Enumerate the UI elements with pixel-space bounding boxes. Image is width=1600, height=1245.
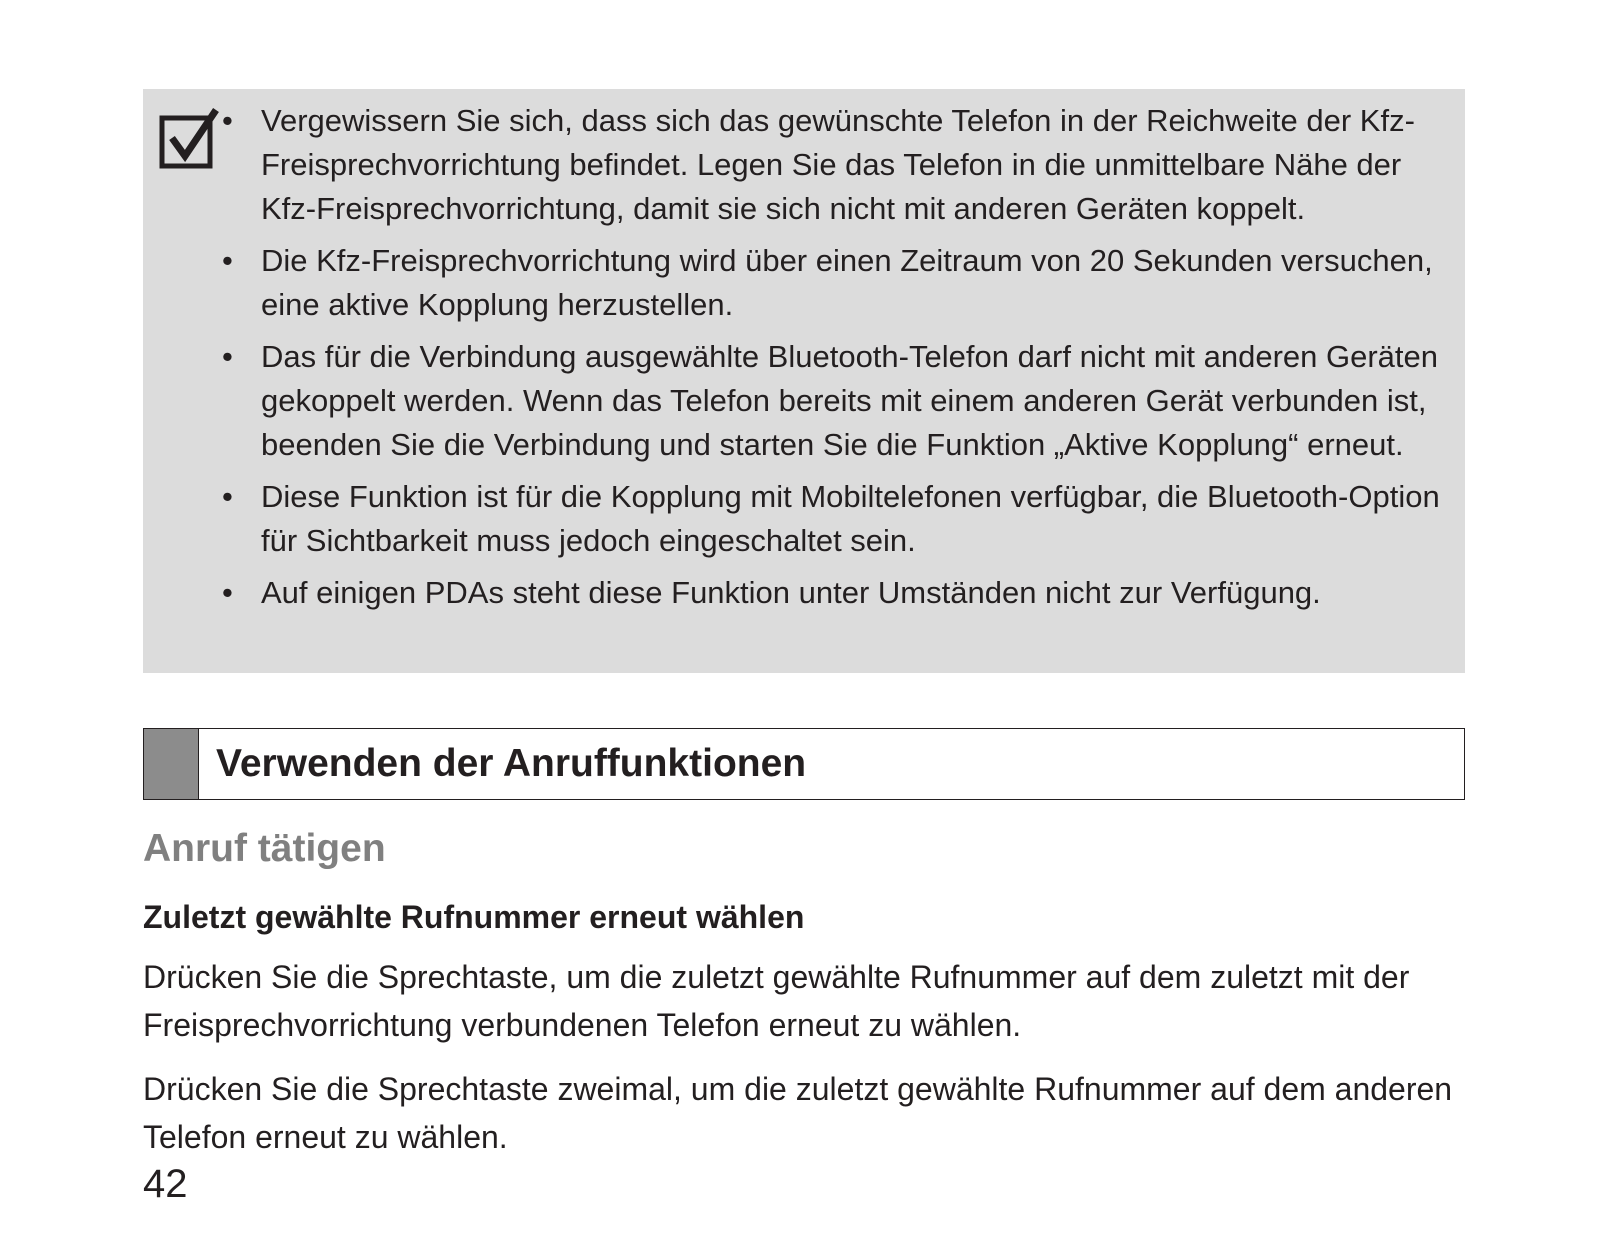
page-number: 42 bbox=[143, 1162, 188, 1206]
topic-title: Zuletzt gewählte Rufnummer erneut wählen bbox=[143, 899, 805, 935]
bullet-icon: • bbox=[222, 575, 233, 610]
section-marker bbox=[144, 729, 199, 799]
paragraph: Drücken Sie die Sprechtaste zweimal, um die zuletzt gewählte Rufnummer auf dem anderen Telefon erneut zu wählen. bbox=[143, 1071, 1453, 1155]
paragraph: Drücken Sie die Sprechtaste, um die zuletzt gewählte Rufnummer auf dem zuletzt mit der Freisprechvorrichtung verbundenen Telefon erneut zu wählen. bbox=[143, 959, 1410, 1043]
list-item bbox=[222, 99, 1457, 231]
list-item-text: Das für die Verbindung ausgewählte Bluetooth-Telefon darf nicht mit anderen Geräten gekoppelt werden. Wenn das Telefon bereits mit einem anderen Gerät verbunden ist, beenden Sie die Verbindung und starten Sie die Funktion „Aktive Kopplung“ erneut. bbox=[261, 339, 1439, 462]
list-item-text: Die Kfz-Freisprechvorrichtung wird über einen Zeitraum von 20 Sekunden versuchen, eine aktive Kopplung herzustellen. bbox=[261, 243, 1433, 322]
list-item bbox=[222, 335, 1457, 467]
list-item bbox=[222, 571, 1457, 615]
note-box bbox=[143, 89, 1465, 673]
bullet-icon: • bbox=[222, 479, 233, 514]
section-heading bbox=[143, 728, 1465, 800]
checkbox-icon bbox=[158, 106, 222, 170]
list-item-text: Vergewissern Sie sich, dass sich das gewünschte Telefon in der Reichweite der Kfz-Freisprechvorrichtung befindet. Legen Sie das Telefon in die unmittelbare Nähe der Kfz-Freisprechvorrichtung, damit sie sich nicht mit anderen Geräten koppelt. bbox=[261, 103, 1415, 226]
subsection-title: Anruf tätigen bbox=[143, 827, 386, 870]
list-item-text: Auf einigen PDAs steht diese Funktion unter Umständen nicht zur Verfügung. bbox=[261, 575, 1321, 610]
bullet-icon: • bbox=[222, 339, 233, 374]
bullet-icon: • bbox=[222, 243, 233, 278]
section-title: Verwenden der Anruffunktionen bbox=[216, 742, 807, 785]
list-item bbox=[222, 475, 1457, 563]
list-item-text: Diese Funktion ist für die Kopplung mit Mobiltelefonen verfügbar, die Bluetooth-Option für Sichtbarkeit muss jedoch eingeschaltet sein. bbox=[261, 479, 1440, 558]
bullet-icon: • bbox=[222, 103, 233, 138]
list-item bbox=[222, 239, 1457, 327]
note-list bbox=[222, 99, 1457, 623]
